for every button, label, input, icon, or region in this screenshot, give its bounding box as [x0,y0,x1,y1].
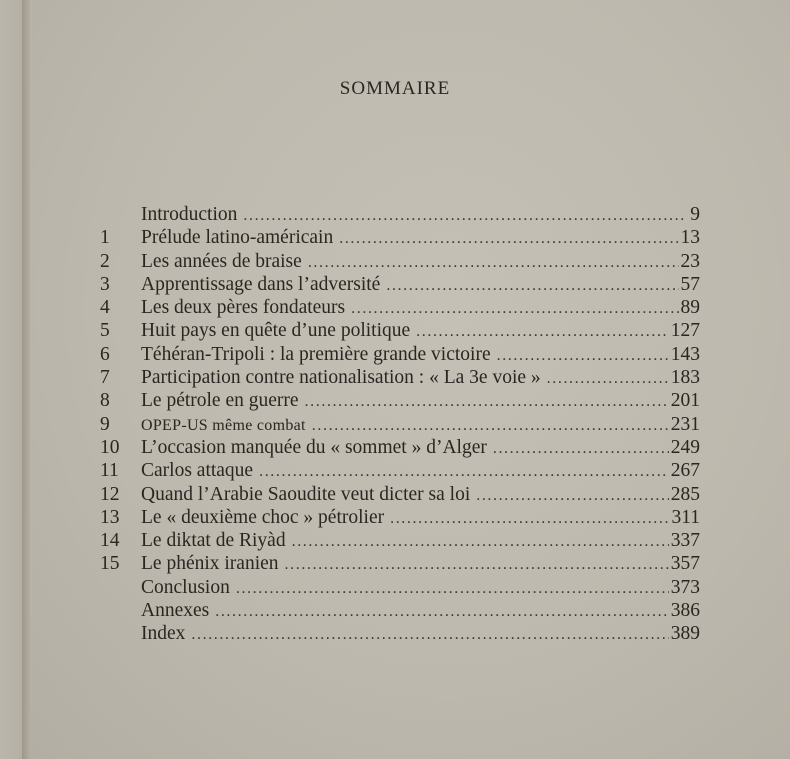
dot-leader [476,484,669,507]
dot-leader [215,600,669,623]
dot-leader [547,367,669,390]
chapter-number: 1 [100,227,110,249]
toc-entry-chapter-8 [100,389,700,412]
chapter-number: 6 [100,343,110,365]
page-number: 143 [670,343,700,365]
chapter-number: 13 [100,506,120,528]
toc-entry-chapter-13 [100,506,700,529]
dot-leader [243,204,684,227]
toc-entry-chapter-7 [100,366,700,389]
dot-leader [416,320,669,343]
chapter-title: Le diktat de Riyàd [141,530,286,552]
chapter-number: 15 [100,553,120,575]
toc-entry-chapter-11 [100,459,700,482]
chapter-title: Carlos attaque [141,460,254,482]
dot-leader [191,623,668,646]
dot-leader [292,530,669,553]
dot-leader [390,507,669,530]
chapter-title: Quand l’Arabie Saoudite veut dicter sa loi [141,483,471,505]
page-number: 337 [670,530,700,552]
dot-leader [497,344,669,367]
page-number: 267 [670,460,700,482]
chapter-number: 9 [100,413,110,435]
chapter-title: Prélude latino-américain [141,227,334,249]
dot-leader [305,390,669,413]
chapter-title: OPEP-US même combat [141,416,306,434]
toc-entry-chapter-6 [100,343,700,366]
table-of-contents [100,203,700,646]
page-number: 389 [670,623,700,645]
page-number: 183 [670,367,700,389]
chapter-number: 3 [100,273,110,295]
chapter-number: 10 [100,436,120,458]
page-number: 311 [671,506,700,528]
toc-entry-chapter-2 [100,250,700,273]
toc-entry-chapter-4 [100,296,700,319]
toc-entry-chapter-1 [100,226,700,249]
chapter-number: 2 [100,250,110,272]
chapter-title: Annexes [141,600,210,622]
chapter-title: Conclusion [141,576,230,598]
toc-entry-chapter-15 [100,552,700,575]
chapter-title: Index [141,623,186,645]
chapter-title: Introduction [141,204,238,225]
chapter-title: Le phénix iranien [141,553,279,575]
chapter-title: Téhéran-Tripoli : la première grande victoire [141,343,491,365]
toc-entry-introduction [100,203,700,226]
left-page-edge [0,0,22,759]
page-number: 57 [680,273,700,295]
chapter-number: 11 [100,460,119,482]
dot-leader [308,251,679,274]
page-number: 127 [670,320,700,342]
page-number: 9 [690,204,700,225]
chapter-number: 4 [100,297,110,319]
dot-leader [285,553,669,576]
dot-leader [386,274,678,297]
chapter-number: 5 [100,320,110,342]
chapter-number: 14 [100,530,120,552]
toc-entry-chapter-10 [100,436,700,459]
chapter-title: Le « deuxième choc » pétrolier [141,506,385,528]
dot-leader [236,577,669,600]
page-number: 285 [670,483,700,505]
chapter-title: Les années de braise [141,250,302,272]
toc-entry-chapter-12 [100,483,700,506]
page-number: 373 [670,576,700,598]
dot-leader [312,414,669,437]
page-number: 357 [670,553,700,575]
dot-leader [351,297,678,320]
page-number: 89 [680,297,700,319]
chapter-title: Huit pays en quête d’une politique [141,320,411,342]
page-number: 23 [680,250,700,272]
chapter-title: Participation contre nationalisation : « La 3e voie » [141,367,541,389]
page-number: 249 [670,436,700,458]
toc-entry-chapter-9 [100,413,700,436]
chapter-number: 8 [100,390,110,412]
toc-entry-index [100,622,700,645]
page-title: SOMMAIRE [339,78,451,99]
toc-entry-annexes [100,599,700,622]
dot-leader [493,437,669,460]
page-number: 13 [680,227,700,249]
chapter-title: Apprentissage dans l’adversité [141,273,381,295]
chapter-number: 7 [100,367,110,389]
chapter-title: Le pétrole en guerre [141,390,299,412]
chapter-title: L’occasion manquée du « sommet » d’Alger [141,436,487,458]
page-number: 386 [670,600,700,622]
toc-entry-chapter-14 [100,529,700,552]
dot-leader [259,460,669,483]
page-number: 201 [670,390,700,412]
toc-entry-chapter-3 [100,273,700,296]
page-number: 231 [670,413,700,435]
dot-leader [339,227,678,250]
chapter-title: Les deux pères fondateurs [141,297,346,319]
chapter-number: 12 [100,483,120,505]
toc-entry-conclusion [100,576,700,599]
toc-entry-chapter-5 [100,319,700,342]
